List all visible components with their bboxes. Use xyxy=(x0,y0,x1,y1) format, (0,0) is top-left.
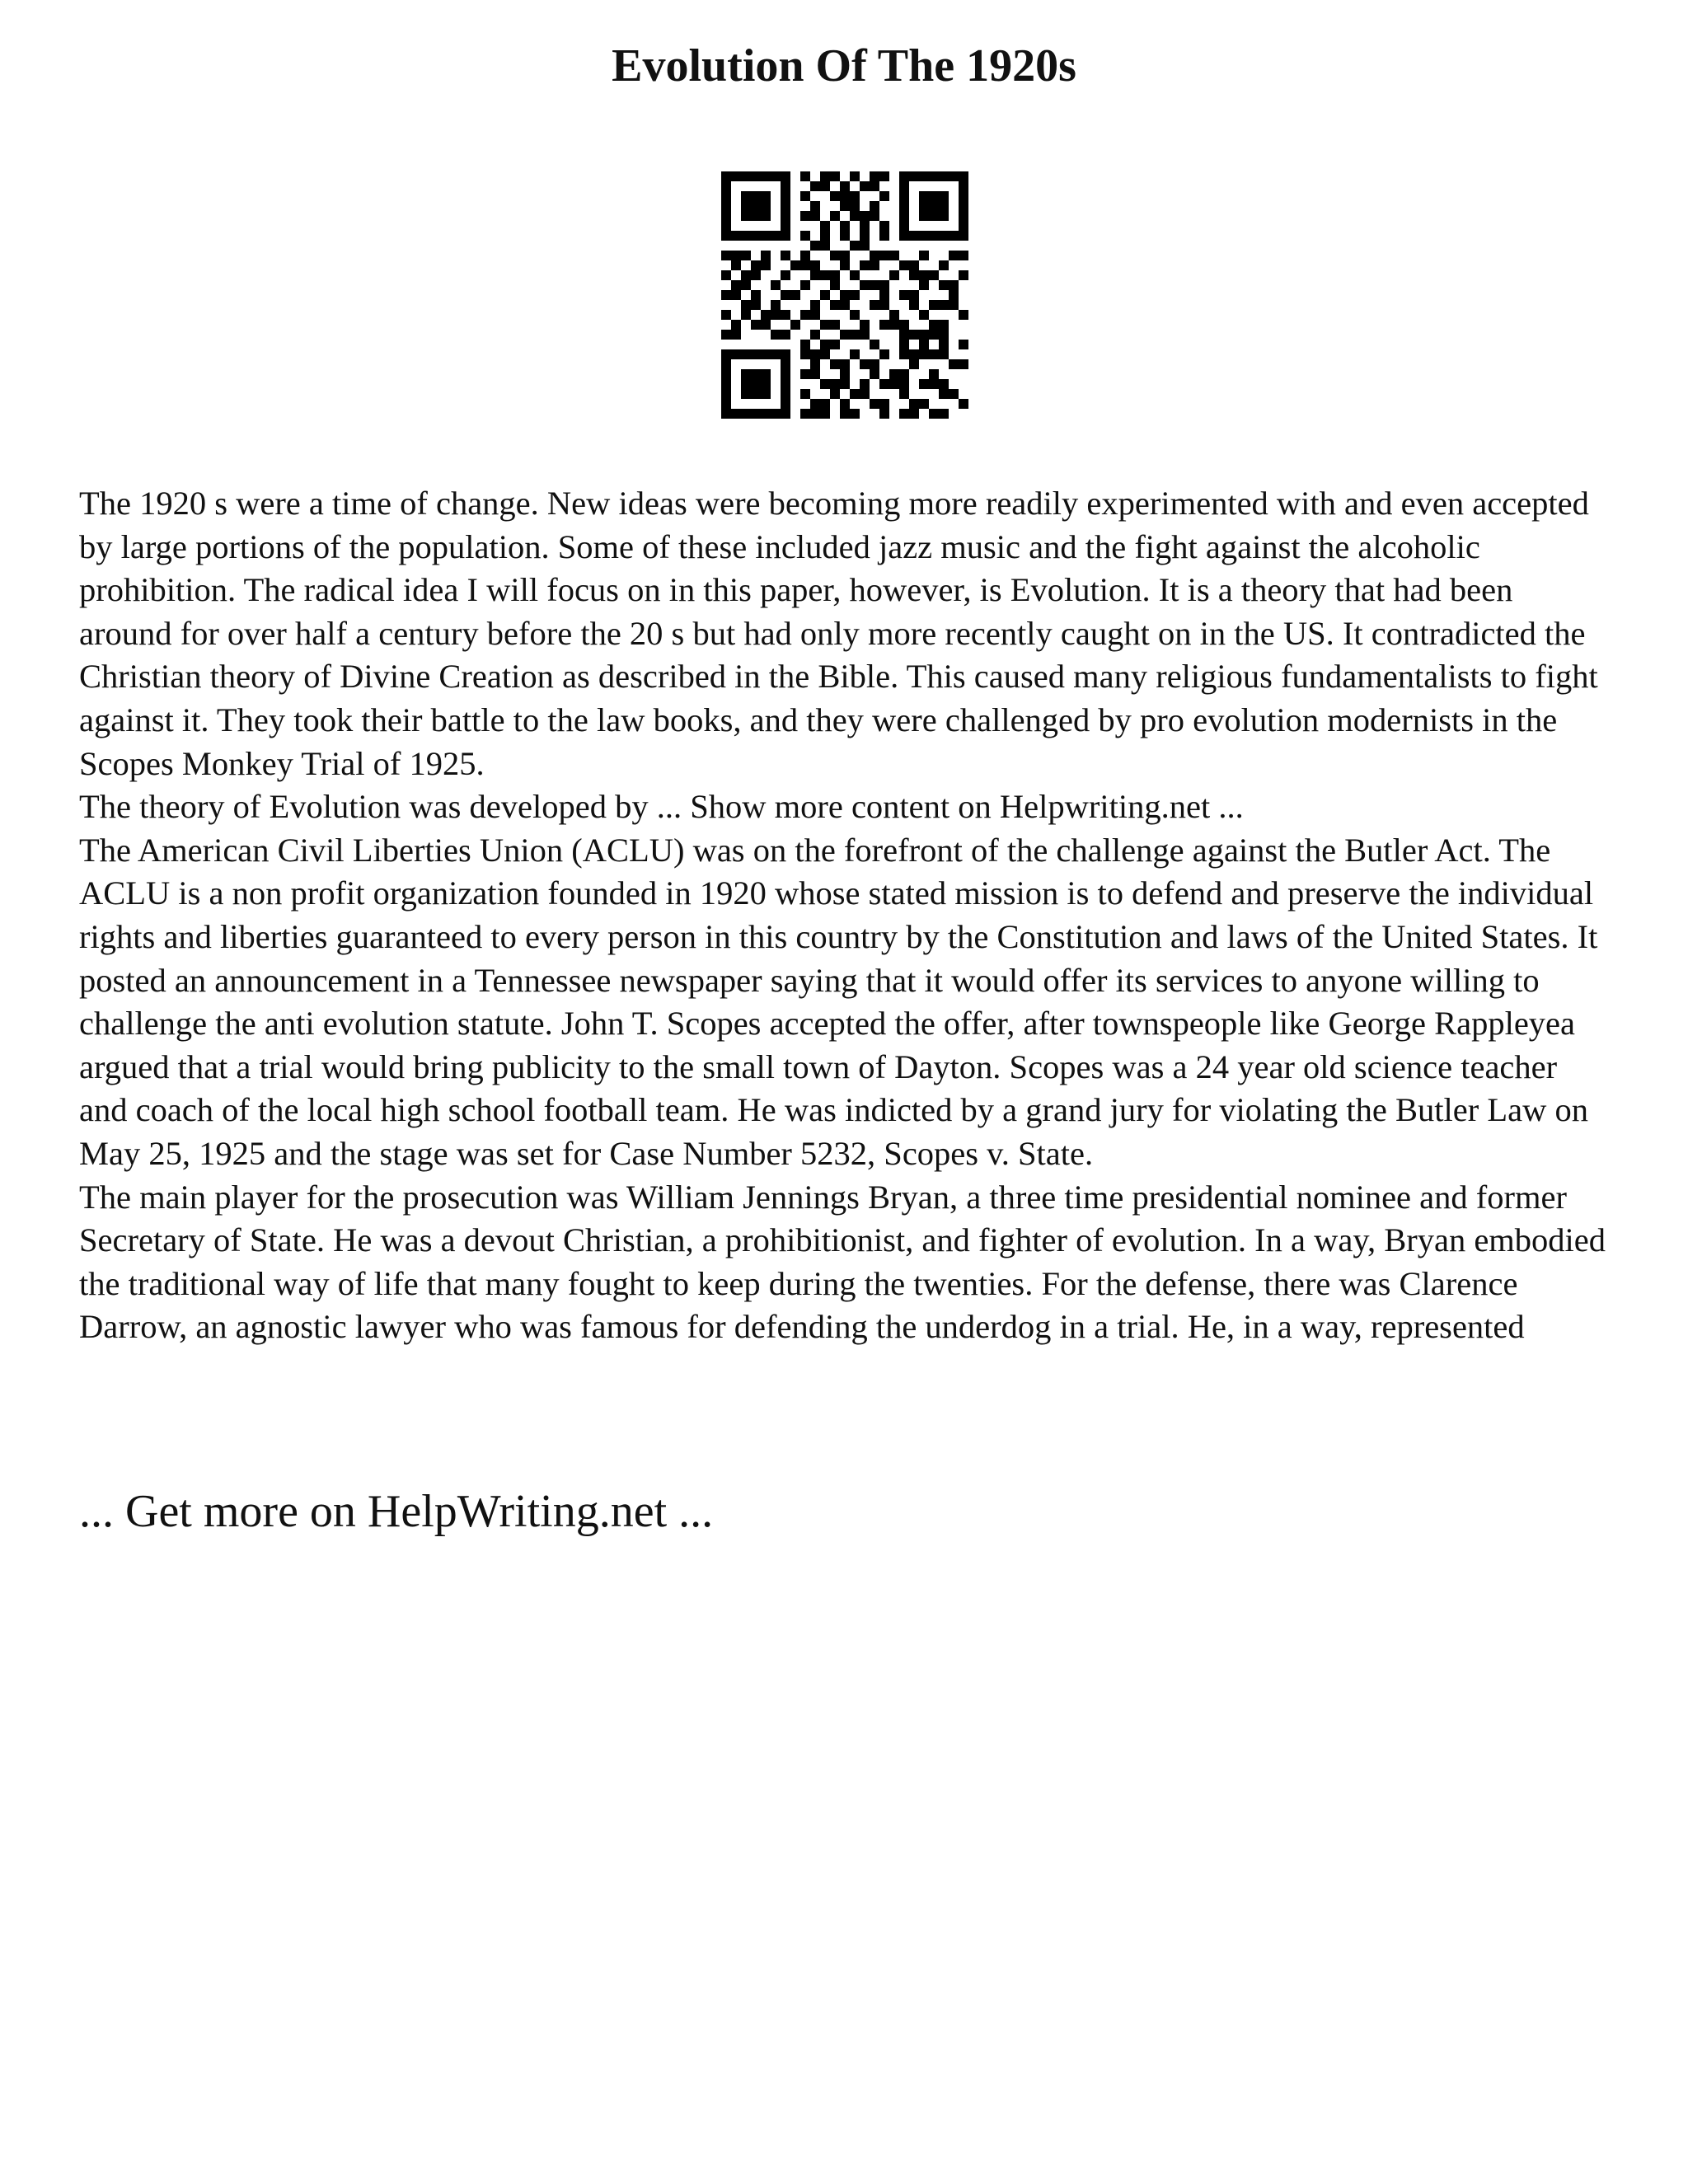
qr-code-icon[interactable] xyxy=(721,171,968,419)
essay-body xyxy=(79,482,1609,1349)
get-more-link[interactable]: ... Get more on HelpWriting.net ... xyxy=(79,1486,714,1537)
paragraph-prosecution: The main player for the prosecution was William Jennings Bryan, a three time presidential nominee and former Secretary of State. He was a devout Christian, a prohibitionist, and fighter of evolution. In a way, Bryan embodied the traditional way of life that many fought to keep during the twenties. For the defense, there was Clarence Darrow, an agnostic lawyer who was famous for defending the underdog in a trial. He, in a way, represented xyxy=(79,1178,1606,1346)
qr-code-graphic xyxy=(721,171,968,419)
document-title: Evolution Of The 1920s xyxy=(612,40,1076,91)
paragraph-show-more[interactable]: The theory of Evolution was developed by ... Show more content on Helpwriting.net ... xyxy=(79,788,1244,826)
paragraph-aclu: The American Civil Liberties Union (ACLU) was on the forefront of the challenge against the Butler Act. The ACLU is a non profit organization founded in 1920 whose stated mission is to defend and preserve the individual rights and liberties guaranteed to every person in this country by the Constitution and laws of the United States. It posted an announcement in a Tennessee newspaper saying that it would offer its services to anyone willing to challenge the anti evolution statute. John T. Scopes accepted the offer, after townspeople like George Rappleyea argued that a trial would bring publicity to the small town of Dayton. Scopes was a 24 year old science teacher and coach of the local high school football team. He was indicted by a grand jury for violating the Butler Law on May 25, 1925 and the stage was set for Case Number 5232, Scopes v. State. xyxy=(79,831,1598,1172)
paragraph-intro: The 1920 s were a time of change. New ideas were becoming more readily experimented with and even accepted by large portions of the population. Some of these included jazz music and the fight against the alcoholic prohibition. The radical idea I will focus on in this paper, however, is Evolution. It is a theory that had been around for over half a century before the 20 s but had only more recently caught on in the US. It contradicted the Christian theory of Divine Creation as described in the Bible. This caused many religious fundamentalists to fight against it. They took their battle to the law books, and they were challenged by pro evolution modernists in the Scopes Monkey Trial of 1925. xyxy=(79,485,1598,782)
